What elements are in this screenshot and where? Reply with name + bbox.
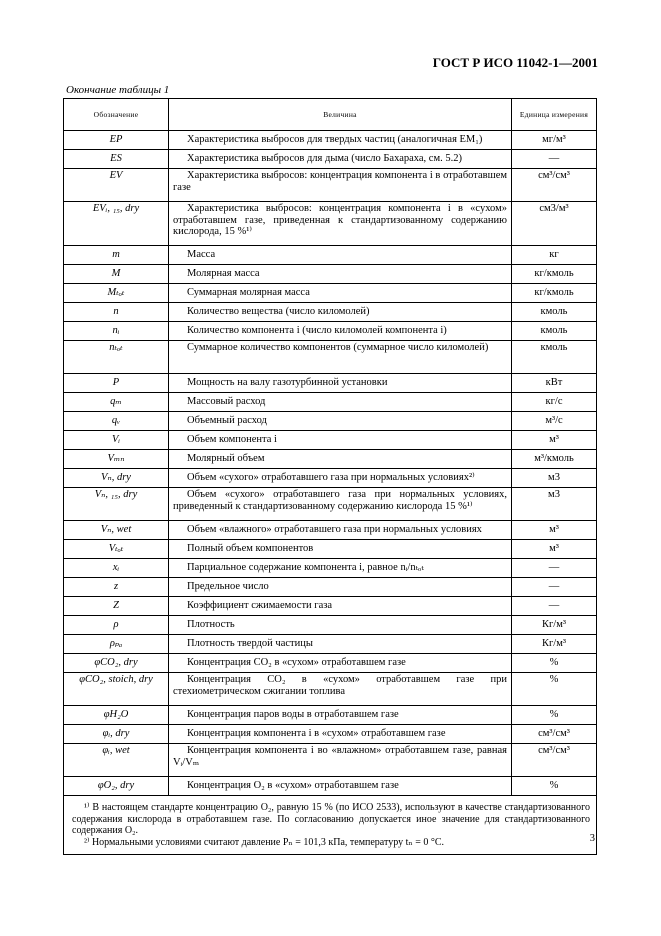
column-header-unit: Единица измерения: [512, 99, 597, 131]
table-row: [64, 450, 597, 469]
row-description: Концентрация CO₂ в «сухом» отработавшем газе при стехиометрическом сжигании топлива: [169, 673, 512, 706]
row-symbol: Vₙ, dry: [64, 469, 169, 488]
table-row: [64, 412, 597, 431]
table-row: [64, 202, 597, 246]
table-row: [64, 374, 597, 393]
row-unit: кмоль: [512, 341, 597, 374]
footnotes-row: [64, 796, 597, 855]
row-description: Объем «влажного» отработавшего газа при нормальных условиях: [169, 521, 512, 540]
row-symbol: φᵢ, dry: [64, 725, 169, 744]
table-row: [64, 488, 597, 521]
table-row: [64, 744, 597, 777]
table-row: [64, 303, 597, 322]
row-unit: м³: [512, 521, 597, 540]
row-description: Молярный объем: [169, 450, 512, 469]
table-row: [64, 540, 597, 559]
row-description: Характеристика выбросов для дыма (число Бахараха, см. 5.2): [169, 150, 512, 169]
row-description: Концентрация CO₂ в «сухом» отработавшем газе: [169, 654, 512, 673]
row-description: Плотность: [169, 616, 512, 635]
row-symbol: M: [64, 265, 169, 284]
row-unit: —: [512, 578, 597, 597]
table-row: [64, 131, 597, 150]
table-row: [64, 578, 597, 597]
row-description: Плотность твердой частицы: [169, 635, 512, 654]
row-description: Характеристика выбросов для твердых частиц (аналогичная EM₁): [169, 131, 512, 150]
row-unit: см³/см³: [512, 725, 597, 744]
column-header-quantity: Величина: [169, 99, 512, 131]
row-symbol: nᵢ: [64, 322, 169, 341]
row-symbol: Mₜₒₜ: [64, 284, 169, 303]
row-symbol: Vₙ, wet: [64, 521, 169, 540]
table-row: [64, 725, 597, 744]
row-description: Объем «сухого» отработавшего газа при нормальных условиях²⁾: [169, 469, 512, 488]
row-description: Характеристика выбросов: концентрация компонента i в «сухом» отработавшем газе, приведенная к стандартизованному содержанию кислорода, 15 %¹⁾: [169, 202, 512, 246]
row-description: Объем компонента i: [169, 431, 512, 450]
table-row: [64, 265, 597, 284]
footnote-1: ¹⁾ В настоящем стандарте концентрацию O₂, равную 15 % (по ИСО 2533), используют в качестве стандартизованного содержания кислорода в отработавшем газе. По согласованию допускается иное значение для стандартизованного содержания O₂.: [72, 802, 590, 836]
row-symbol: Vₙ, ₁₅, dry: [64, 488, 169, 521]
row-unit: Кг/м³: [512, 635, 597, 654]
row-symbol: φCO₂, stoich, dry: [64, 673, 169, 706]
row-description: Мощность на валу газотурбинной установки: [169, 374, 512, 393]
row-description: Концентрация компонента i в «сухом» отработавшем газе: [169, 725, 512, 744]
row-description: Количество компонента i (число киломолей компонента i): [169, 322, 512, 341]
table-caption: Окончание таблицы 1: [66, 84, 170, 96]
row-unit: —: [512, 597, 597, 616]
row-description: Объемный расход: [169, 412, 512, 431]
row-description: Парциальное содержание компонента i, равное nᵢ/nₜₒₜ: [169, 559, 512, 578]
row-unit: кВт: [512, 374, 597, 393]
row-unit: кмоль: [512, 322, 597, 341]
table-row: [64, 777, 597, 796]
row-symbol: z: [64, 578, 169, 597]
row-symbol: qᵥ: [64, 412, 169, 431]
table-row: [64, 597, 597, 616]
row-unit: м3: [512, 469, 597, 488]
row-unit: %: [512, 654, 597, 673]
row-unit: м³/с: [512, 412, 597, 431]
table-row: [64, 559, 597, 578]
row-description: Суммарное количество компонентов (суммарное число киломолей): [169, 341, 512, 374]
footnote-2: ²⁾ Нормальными условиями считают давление Pₙ = 101,3 кПа, температуру tₙ = 0 °С.: [84, 836, 445, 848]
table-row: [64, 341, 597, 374]
table-row: [64, 431, 597, 450]
table-row: [64, 169, 597, 202]
row-description: Концентрация паров воды в отработавшем газе: [169, 706, 512, 725]
table-row: [64, 521, 597, 540]
column-header-symbol: Обозначение: [64, 99, 169, 131]
table-row: [64, 635, 597, 654]
row-symbol: EVᵢ, ₁₅, dry: [64, 202, 169, 246]
row-unit: м³/кмоль: [512, 450, 597, 469]
row-symbol: Vₘₙ: [64, 450, 169, 469]
row-symbol: ES: [64, 150, 169, 169]
row-description: Массовый расход: [169, 393, 512, 412]
row-symbol: ρ: [64, 616, 169, 635]
row-symbol: φᵢ, wet: [64, 744, 169, 777]
row-description: Молярная масса: [169, 265, 512, 284]
row-unit: —: [512, 559, 597, 578]
table-row: [64, 673, 597, 706]
row-symbol: φCO₂, dry: [64, 654, 169, 673]
table-row: [64, 706, 597, 725]
row-unit: м³: [512, 431, 597, 450]
table-row: [64, 469, 597, 488]
row-symbol: φH₂O: [64, 706, 169, 725]
row-unit: %: [512, 706, 597, 725]
row-description: Концентрация компонента i во «влажном» отработавшем газе, равная Vᵢ/Vₘ: [169, 744, 512, 777]
row-description: Количество вещества (число киломолей): [169, 303, 512, 322]
row-description: Суммарная молярная масса: [169, 284, 512, 303]
row-symbol: nₜₒₜ: [64, 341, 169, 374]
page-number: 3: [589, 833, 595, 844]
row-unit: кг: [512, 246, 597, 265]
row-unit: кмоль: [512, 303, 597, 322]
row-unit: см³/см³: [512, 744, 597, 777]
row-unit: м³: [512, 540, 597, 559]
row-unit: кг/кмоль: [512, 284, 597, 303]
row-description: Концентрация O₂ в «сухом» отработавшем газе: [169, 777, 512, 796]
table-row: [64, 393, 597, 412]
row-description: Коэффициент сжимаемости газа: [169, 597, 512, 616]
symbols-table: [63, 98, 597, 855]
row-description: Предельное число: [169, 578, 512, 597]
table-header-row: [64, 99, 597, 131]
row-symbol: qₘ: [64, 393, 169, 412]
row-unit: —: [512, 150, 597, 169]
row-unit: кг/кмоль: [512, 265, 597, 284]
row-unit: %: [512, 673, 597, 706]
row-symbol: Vₜₒₜ: [64, 540, 169, 559]
row-symbol: EP: [64, 131, 169, 150]
row-symbol: EV: [64, 169, 169, 202]
row-description: Объем «сухого» отработавшего газа при нормальных условиях, приведенный к стандартизованному содержанию кислорода 15 %¹⁾: [169, 488, 512, 521]
row-unit: м3: [512, 488, 597, 521]
row-symbol: n: [64, 303, 169, 322]
standard-header: ГОСТ Р ИСО 11042-1—2001: [432, 55, 598, 70]
footnotes: [64, 796, 597, 855]
row-symbol: xᵢ: [64, 559, 169, 578]
row-unit: мг/м³: [512, 131, 597, 150]
row-symbol: φO₂, dry: [64, 777, 169, 796]
row-description: Характеристика выбросов: концентрация компонента i в отработавшем газе: [169, 169, 512, 202]
table-row: [64, 654, 597, 673]
row-symbol: ρₚₐ: [64, 635, 169, 654]
table-row: [64, 246, 597, 265]
table-row: [64, 616, 597, 635]
row-symbol: Z: [64, 597, 169, 616]
table-row: [64, 284, 597, 303]
row-symbol: m: [64, 246, 169, 265]
row-unit: см³/см³: [512, 169, 597, 202]
row-description: Полный объем компонентов: [169, 540, 512, 559]
row-unit: Кг/м³: [512, 616, 597, 635]
row-unit: %: [512, 777, 597, 796]
table-row: [64, 150, 597, 169]
row-symbol: Vᵢ: [64, 431, 169, 450]
row-description: Масса: [169, 246, 512, 265]
row-unit: см3/м³: [512, 202, 597, 246]
row-unit: кг/с: [512, 393, 597, 412]
row-symbol: P: [64, 374, 169, 393]
table-row: [64, 322, 597, 341]
